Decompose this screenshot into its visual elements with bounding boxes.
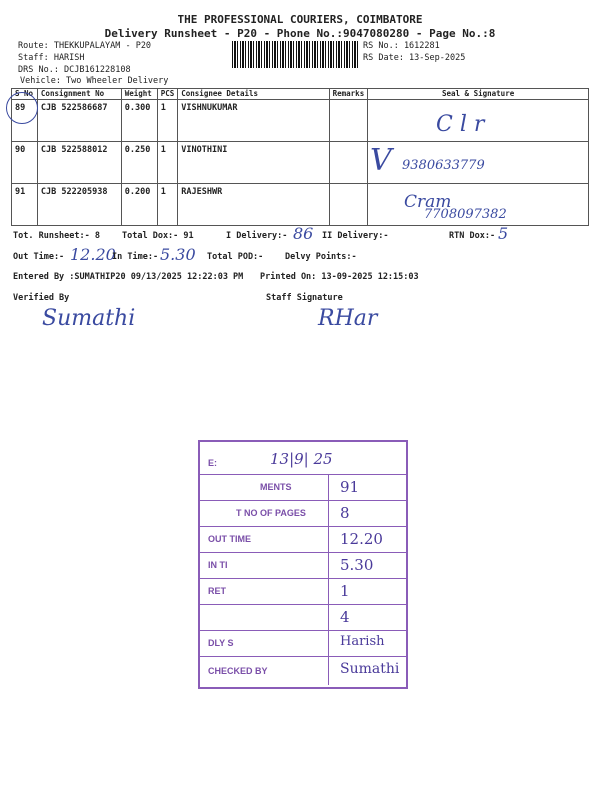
drs-no: DRS No.: DCJB161228108 <box>18 65 131 75</box>
stamp-row: T NO OF PAGES 8 <box>200 500 406 527</box>
verified-by-label: Verified By <box>13 293 70 303</box>
staff: Staff: HARISH <box>18 53 85 63</box>
verified-signature: Sumathi <box>42 306 136 331</box>
entered-by: Entered By :SUMATHIP20 09/13/2025 12:22:03 PM <box>13 272 244 282</box>
cell-weight: 0.200 <box>121 184 157 226</box>
rtn-dox-label: RTN Dox:- <box>449 231 496 241</box>
rs-no: RS No.: 1612281 <box>363 41 440 51</box>
phone-row-90: 9380633779 <box>402 158 485 173</box>
cell-consignment: CJB 522205938 <box>37 184 121 226</box>
out-time-label: Out Time:- <box>13 252 65 262</box>
stamp-row: OUT TIME 12.20 <box>200 526 406 553</box>
cell-consignee: VINOTHINI <box>178 142 329 184</box>
runsheet-table <box>11 88 589 226</box>
rtn-dox-value: 5 <box>498 224 509 243</box>
cell-consignment: CJB 522588012 <box>37 142 121 184</box>
col-consignment: Consignment No <box>37 89 121 100</box>
stamp-row: MENTS 91 <box>200 474 406 501</box>
cell-consignee: VISHNUKUMAR <box>178 100 329 142</box>
ii-delivery-label: II Delivery:- <box>322 231 389 241</box>
cell-sno: 91 <box>12 184 38 226</box>
col-sno: S No <box>12 89 38 100</box>
phone-row-91: 7708097382 <box>424 207 507 222</box>
cell-weight: 0.250 <box>121 142 157 184</box>
cell-consignment: CJB 522586687 <box>37 100 121 142</box>
cell-remarks <box>329 142 368 184</box>
vehicle: Vehicle: Two Wheeler Delivery <box>20 76 169 86</box>
cell-pcs: 1 <box>157 184 178 226</box>
cell-consignee: RAJESHWR <box>178 184 329 226</box>
col-signature: Seal & Signature <box>368 89 589 100</box>
cell-pcs: 1 <box>157 142 178 184</box>
col-consignee: Consignee Details <box>178 89 329 100</box>
col-weight: Weight <box>121 89 157 100</box>
office-stamp <box>198 440 408 689</box>
stamp-row: RET 1 <box>200 578 406 605</box>
cell-weight: 0.300 <box>121 100 157 142</box>
signature-scribble-90: V <box>370 143 392 178</box>
staff-signature-label: Staff Signature <box>266 293 343 303</box>
staff-signature: RHar <box>318 306 378 331</box>
company-name: THE PROFESSIONAL COURIERS, COIMBATORE <box>177 13 423 26</box>
cell-sno: 89 <box>12 100 38 142</box>
delvy-points-label: Delvy Points:- <box>285 252 357 262</box>
stamp-row: IN TI 5.30 <box>200 552 406 579</box>
runsheet-title: Delivery Runsheet - P20 - Phone No.:9047080280 - Page No.:8 <box>104 27 496 40</box>
cell-sno: 90 <box>12 142 38 184</box>
rs-date: RS Date: 13-Sep-2025 <box>363 53 466 63</box>
stamp-row: CHECKED BY Sumathi <box>200 656 406 686</box>
table-row <box>12 142 589 184</box>
cell-remarks <box>329 184 368 226</box>
handwritten-circle <box>6 92 38 124</box>
out-time-value: 12.20 <box>70 245 116 264</box>
table-row <box>12 100 589 142</box>
route: Route: THEKKUPALAYAM - P20 <box>18 41 152 51</box>
cell-remarks <box>329 100 368 142</box>
total-dox: Total Dox:- 91 <box>122 231 194 241</box>
stamp-divider <box>328 474 329 685</box>
table-header <box>12 89 589 100</box>
col-remarks: Remarks <box>329 89 368 100</box>
tot-runsheet: Tot. Runsheet:- 8 <box>13 231 100 241</box>
in-time-label: In Time:- <box>112 252 159 262</box>
stamp-date-value: 13|9| 25 <box>270 450 333 468</box>
printed-on: Printed On: 13-09-2025 12:15:03 <box>260 272 419 282</box>
signature-scribble-91: Cram <box>404 192 452 212</box>
stamp-row: DLY S Harish <box>200 630 406 657</box>
col-pcs: PCS <box>157 89 178 100</box>
total-pod-label: Total POD:- <box>207 252 264 262</box>
cell-pcs: 1 <box>157 100 178 142</box>
i-delivery-label: I Delivery:- <box>226 231 288 241</box>
stamp-row: 4 <box>200 604 406 631</box>
i-delivery-value: 86 <box>293 224 314 243</box>
signature-row-89: C l r <box>436 112 485 137</box>
stamp-date-label: E: <box>208 458 217 468</box>
in-time-value: 5.30 <box>160 245 196 264</box>
barcode <box>232 41 360 68</box>
